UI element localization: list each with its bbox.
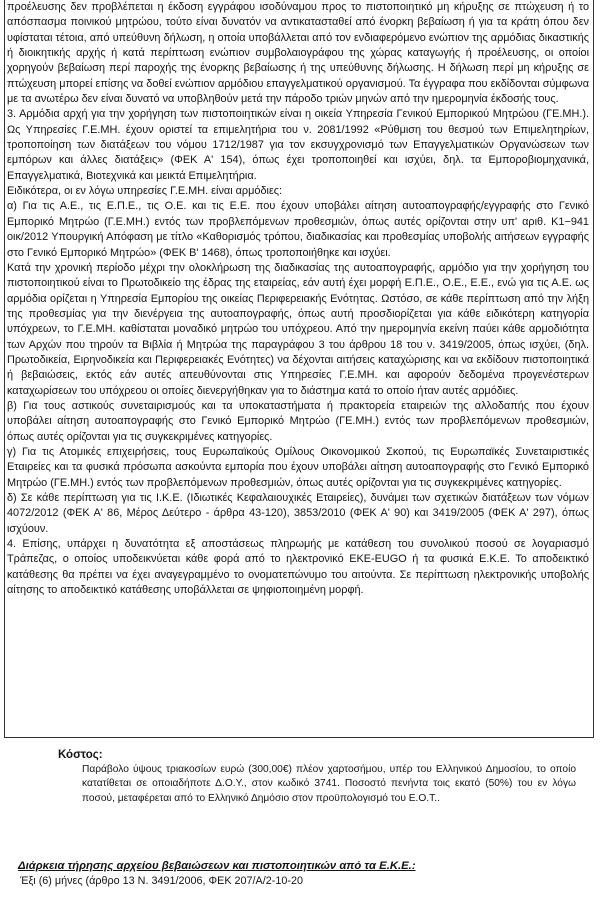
main-text (7, 0, 589, 736)
paragraph-specifically: Ειδικότερα, οι εν λόγω υπηρεσίες Γ.Ε.ΜΗ. είναι αρμόδιες: (7, 185, 283, 198)
cost-section (36, 749, 576, 806)
paragraph-3: 3. Αρμόδια αρχή για την χορήγηση των πιστοποιητικών είναι η οικεία Υπηρεσία Γενικού Εμπορικού Μητρώου (ΓΕ.ΜΗ.). Ως Υπηρεσίες Γ.Ε.ΜΗ. έχουν οριστεί τα επιμελητήρια του ν. 2081/1992 «Ρύθμιση του θεσμού των Επιμελητηρίων, τροποποίηση των διατάξεων του νόμου 1712/1987 για τον εκσυγχρονισμό των Επαγγελματικών Οργανώσεων των εμπόρων και άλλες διατάξεις» (ΦΕΚ Α' 154), όπως έχει τροποποιηθεί και ισχύει, δηλ. τα Εμποροβιομηχανικά, Επαγγελματικά, Βιοτεχνικά και μεικτά Επιμελητήρια. (7, 108, 589, 182)
retention-text: Έξι (6) μήνες (άρθρο 13 Ν. 3491/2006, ΦΕΚ 207/Α/2-10-20 (20, 875, 303, 887)
cost-title: Κόστος: (58, 749, 103, 761)
paragraph-4: 4. Επίσης, υπάρχει η δυνατότητα εξ αποστάσεως πληρωμής με κατάθεση του συνολικού ποσού σε λογαριασμό Τράπεζας, ο οποίος υποδεικνύεται κάθε φορά από το ηλεκτρονικό ΕΚΕ-EUGO ή τα φυσικά Ε.Κ.Ε. Το αποδεικτικό κατάθεσης θα πρέπει να έχει αναγεγραμμένο το ονοματεπώνυμο του αιτούντα. Σε περίπτωση ηλεκτρονικής υποβολής αίτησης το αποδεικτικό κατάθεσης υποβάλλεται σε ψηφιοποιημένη μορφή. (7, 538, 589, 597)
paragraph-c: γ) Για τις Ατομικές επιχειρήσεις, τους Ευρωπαϊκούς Ομίλους Οικονομικού Σκοπού, τις Ευρωπαϊκές Συνεταιριστικές Εταιρείες και τα φυσικά πρόσωπα ασκούντα εμπορία που έχουν υποβάλει αίτηση αυτοαπογραφής στο Γενικό Εμπορικό Μητρώο (ΓΕ.ΜΗ.) εντός των προβλεπόμενων προθεσμιών, όπως αυτές ορίζονται για τις συγκεκριμένες κατηγορίες. (7, 445, 589, 489)
paragraph-transition-period: Κατά την χρονική περίοδο μέχρι την ολοκλήρωση της διαδικασίας της αυτοαπογραφής, αρμόδιο για την χορήγηση του πιστοποιητικού είναι το Πρωτοδικείο της έδρας της εταιρείας, εάν αυτή έχει μορφή Ε.Π.Ε., Ο.Ε., Ε.Ε., ενώ για τις Α.Ε. ως αρμόδια ορίζεται η Υπηρεσία Εμπορίου της οικείας Περιφερειακής Ενότητας. Ωστόσο, σε κάθε περίπτωση από την λήξη της προθεσμίας για την διενέργεια της αυτοαπογραφής, όπως αυτή προσδιορίζεται για κάθε ειδικότερη κατηγορία υπόχρεων, το Γ.Ε.ΜΗ. καθίσταται μοναδικό μητρώο του υπόχρεου. Από την ημερομηνία εκείνη παύει κάθε αρμοδιότητα των Αρχών που τηρούν τα Βιβλία ή Μητρώα της παραγράφου 3 του άρθρου 18 του ν. 3419/2005, όπως ισχύει, (δηλ. Πρωτοδικεία, Ειρηνοδικεία και Περιφερειακές Ενότητες) να δέχονται αιτήσεις καταχώρισης και να εκδίδουν πιστοποιητικά ή βεβαιώσεις, εκτός εάν αυτές απευθύνονται στις Υπηρεσίες Γ.Ε.ΜΗ. και αφορούν δεδομένα προγενέστερων καταχωρίσεων του υπόχρεου οι οποίες διενεργήθηκαν για το διάστημα κατά το οποίο ήταν αυτές αρμόδιες. (7, 261, 589, 397)
paragraph-b: β) Για τους αστικούς συνεταιρισμούς και τα υποκαταστήματα ή πρακτορεία εταιρειών της αλλοδαπής που έχουν υποβάλει αίτηση αυτοαπογραφής στο Γενικό Εμπορικό Μητρώο (ΓΕ.ΜΗ.) εντός των προβλεπόμενων προθεσμιών, όπως αυτές ορίζονται για τις συγκεκριμένες κατηγορίες. (7, 399, 589, 443)
cost-text: Παράβολο ύψους τριακοσίων ευρώ (300,00€) πλέον χαρτοσήμου, υπέρ του Ελληνικού Δημοσίου, το οποίο κατατίθεται σε οποιαδήποτε Δ.Ο.Υ., στον κωδικό 3741. Ποσοστό πενήντα τοις εκατό (50%) του εν λόγω ποσού, μεταφέρεται από το Ελληνικό Δημόσιο στον προϋπολογισμό του Ε.Ο.Τ.. (82, 764, 576, 804)
paragraph-intro: προέλευσης δεν προβλέπεται η έκδοση εγγράφου ισοδύναμου προς το πιστοποιητικό μη κήρυξης σε πτώχευση ή το απόσπασμα ποινικού μητρώου, τούτο είναι δυνατόν να αντικατασταθεί από ένορκη βεβαίωση ή για τα κράτη όπου δεν υφίσταται τέτοια, από υπεύθυνη δήλωση, η οποία υποβάλλεται από τον ενδιαφερόμενο ενώπιον της αρμόδιας δικαστικής ή διοικητικής αρχής ή κατά περίπτωση ενώπιον συμβολαιογράφου της χώρας καταγωγής ή προέλευσης, οι οποίοι χορηγούν βεβαίωση περί παροχής της ένορκης βεβαίωσης ή της υπεύθυνης δήλωσης. Η δήλωση περί μη κήρυξης σε πτώχευση μπορεί επίσης να δοθεί ενώπιον αρμόδιου επαγγελματικού οργανισμού. Τα έγγραφα που εκδίδονται σύμφωνα με τα ανωτέρω δεν είναι δυνατό να υποβληθούν μετά την πάροδο τριών μηνών από την ημερομηνία έκδοσής τους. (7, 1, 589, 106)
retention-title: Διάρκεια τήρησης αρχείου βεβαιώσεων και πιστοποιητικών από τα Ε.Κ.Ε.: (18, 860, 416, 872)
retention-section (18, 860, 588, 887)
paragraph-a: α) Για τις Α.Ε., τις Ε.Π.Ε., τις Ο.Ε. και τις Ε.Ε. που έχουν υποβάλει αίτηση αυτοαπογραφής/εγγραφής στο Γενικό Εμπορικό Μητρώο (Γ.Ε.ΜΗ.) εντός των προβλεπόμενων προθεσμιών, όπως αυτές ορίζονται στην υπ' αριθ. Κ1−941 οικ/2012 Υπουργική Απόφαση με τίτλο «Καθορισμός τρόπου, διαδικασίας και προθεσμίας υποβολής αιτήσεων εγγραφής στο Γενικό Εμπορικό Μητρώο» (ΦΕΚ Β' 1468), όπως τροποποιήθηκε και ισχύει. (7, 200, 589, 259)
paragraph-d: δ) Σε κάθε περίπτωση για τις Ι.Κ.Ε. (Ιδιωτικές Κεφαλαιουχικές Εταιρείες), δυνάμει των σχετικών διατάξεων των νόμων 4072/2012 (ΦΕΚ Α' 86, Μέρος Δεύτερο - άρθρα 43-120), 3853/2010 (ΦΕΚ Α' 90) και 3419/2005 (ΦΕΚ Α' 297), όπως ισχύουν. (7, 492, 589, 535)
